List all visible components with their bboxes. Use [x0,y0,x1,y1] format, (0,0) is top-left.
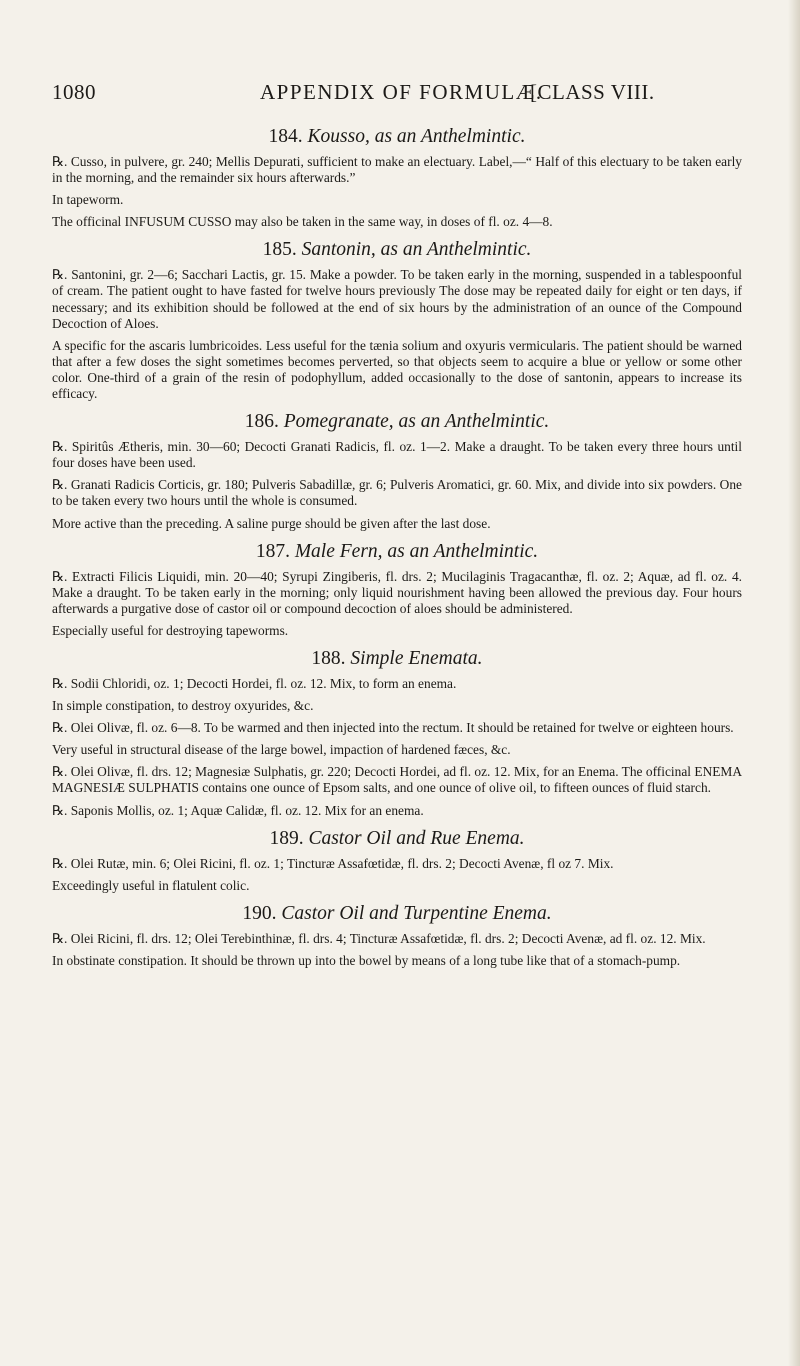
paragraph: ℞. Extracti Filicis Liquidi, min. 20—40; Syrupi Zingiberis, fl. drs. 2; Mucilaginis Tragacanthæ, fl. oz. 2; Aquæ, ad fl. oz. 4. Make a draught. To be taken early in the morning; only liquid nourishment having been allowed the previous day. Four hours afterwards a purgative dose of castor oil or compound decoction of aloes should be administered. [52,568,742,616]
section-heading [52,239,742,261]
section-heading [52,541,742,563]
paragraph: ℞. Olei Olivæ, fl. oz. 6—8. To be warmed and then injected into the rectum. It should be retained for twelve or eighteen hours. [52,720,734,736]
paragraph: ℞. Granati Radicis Corticis, gr. 180; Pulveris Sabadillæ, gr. 6; Pulveris Aromatici, gr. 60. Mix, and divide into six powders. One to be taken every two hours until the whole is consumed. [52,477,742,509]
paragraph: In simple constipation, to destroy oxyurides, &c. [52,698,314,714]
paragraph: Exceedingly useful in flatulent colic. [52,877,250,893]
page-number: 1080 [52,80,96,104]
section-title: Castor Oil and Rue Enema. [308,827,525,849]
paragraph: ℞. Olei Rutæ, min. 6; Olei Ricini, fl. oz. 1; Tincturæ Assafœtidæ, fl. drs. 2; Decocti Avenæ, fl oz 7. Mix. [52,855,614,871]
paragraph: ℞. Olei Olivæ, fl. drs. 12; Magnesiæ Sulphatis, gr. 220; Decocti Hordei, ad fl. oz. 12. Mix, for an Enema. The officinal ENEMA MAGNESIÆ SULPHATIS contains one ounce of Epsom salts, and one ounce of olive oil, to fifteen ounces of fluid starch. [52,764,742,796]
section-heading [52,903,742,925]
paragraph: ℞. Sodii Chloridi, oz. 1; Decocti Hordei, fl. oz. 12. Mix, to form an enema. [52,675,457,691]
paragraph: A specific for the ascaris lumbricoides. Less useful for the tænia solium and oxyuris vermicularis. The patient should be warned that after a few doses the sight sometimes becomes perverted, so that objects seem to acquire a blue or yellow or some other color. One-third of a grain of the resin of podophyllum, added occasionally to the dose of santonin, appears to increase its efficacy. [52,337,742,402]
section-title: Pomegranate, as an Anthelmintic. [283,411,550,433]
section-heading [52,828,742,850]
section-title: Male Fern, as an Anthelmintic. [294,540,539,562]
running-title: APPENDIX OF FORMULÆ. [260,80,543,104]
section-number: 189. [269,827,304,849]
section-number: 184. [268,126,303,147]
paragraph: ℞. Olei Ricini, fl. drs. 12; Olei Terebinthinæ, fl. drs. 4; Tincturæ Assafœtidæ, fl. drs. 2; Decocti Avenæ, ad fl. oz. 12. Mix. [52,930,706,946]
section-number: 188. [311,647,346,669]
section-number: 187. [255,540,290,562]
class-label: [CLASS VIII. [530,80,655,104]
paragraph: ℞. Saponis Mollis, oz. 1; Aquæ Calidæ, fl. oz. 12. Mix for an enema. [52,802,424,818]
page [52,0,742,969]
body-text [52,126,742,969]
section-heading [52,411,742,433]
paragraph: ℞. Santonini, gr. 2—6; Sacchari Lactis, gr. 15. Make a powder. To be taken early in the morning, suspended in a tablespoonful of cream. The patient ought to have fasted for twelve hours previously The dose may be repeated daily for eight or ten days, if necessary; and its exhibition should be followed at the end of six hours by the administration of an ounce of the Compound Decoction of Aloes. [52,267,742,331]
paragraph: More active than the preceding. A saline purge should be given after the last dose. [52,515,491,531]
section-title: Simple Enemata. [350,647,483,669]
section-number: 186. [244,411,279,433]
paragraph: ℞. Spiritûs Ætheris, min. 30—60; Decocti Granati Radicis, fl. oz. 1—2. Make a draught. To be taken every three hours until four doses have been used. [52,439,742,471]
section-number: 185. [262,239,297,261]
paragraph: Especially useful for destroying tapeworms. [52,622,289,638]
running-header [52,80,742,110]
section-heading [52,126,742,148]
page-edge-shadow [788,0,800,1366]
section-title: Santonin, as an Anthelmintic. [301,239,532,261]
section-number: 190. [242,902,277,924]
section-heading [52,648,742,670]
paragraph: In obstinate constipation. It should be thrown up into the bowel by means of a long tube like that of a stomach-pump. [52,952,681,968]
paragraph: In tapeworm. [52,192,124,208]
paragraph: Very useful in structural disease of the large bowel, impaction of hardened fæces, &c. [52,742,511,758]
section-title: Castor Oil and Turpentine Enema. [281,902,552,924]
paragraph: ℞. Cusso, in pulvere, gr. 240; Mellis Depurati, sufficient to make an electuary. Label,—“ Half of this electuary to be taken early in the morning, and the remainder six hours afterwards.” [52,154,742,186]
paragraph: The officinal INFUSUM CUSSO may also be taken in the same way, in doses of fl. oz. 4—8. [52,214,553,230]
section-title: Kousso, as an Anthelmintic. [307,126,526,147]
